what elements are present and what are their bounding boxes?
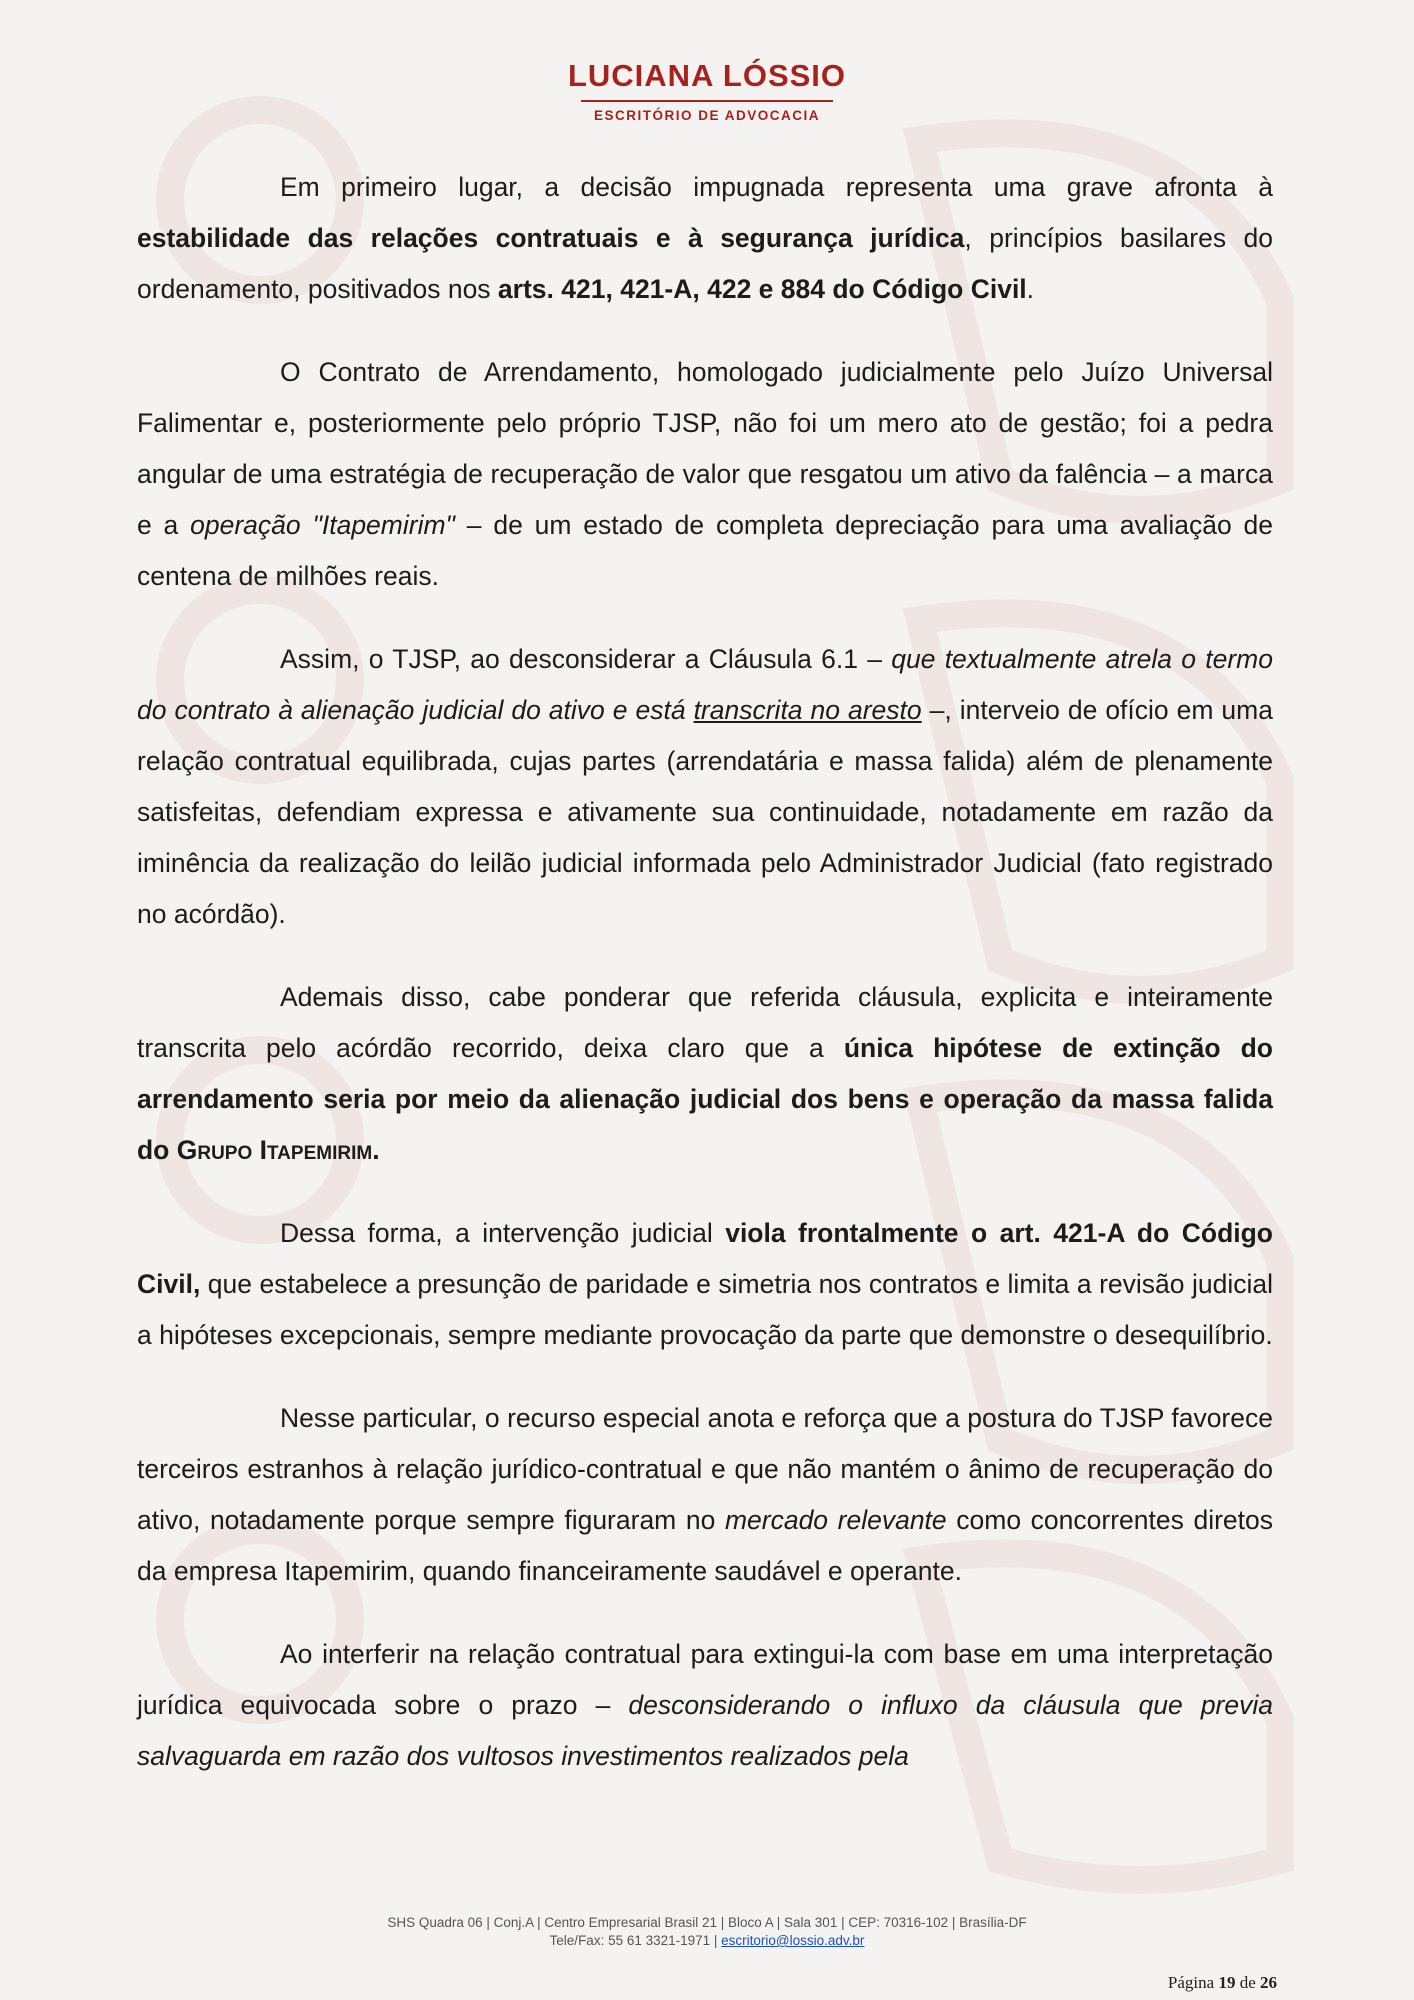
bold-smallcaps-text: Grupo Itapemirim	[176, 1135, 373, 1165]
paragraph-3	[137, 634, 1273, 940]
italic-text: que textualmente atrela o termo do contrato à alienação judicial do ativo e está	[137, 644, 1273, 725]
paragraph-1	[137, 162, 1273, 315]
paragraph-text: , princípios basilares do ordenamento, positivados nos	[137, 223, 1273, 304]
firm-name: LUCIANA LÓSSIO	[567, 58, 847, 93]
paragraph-text: que estabelece a presunção de paridade e simetria nos contratos e limita a revisão judicial a hipóteses excepcionais, sempre mediante provocação da parte que demonstre o desequilíbrio.	[137, 1269, 1273, 1350]
page-number-total: 26	[1260, 1973, 1277, 1992]
paragraph-text: – de um estado de completa depreciação para uma avaliação de centena de milhões reais.	[137, 510, 1273, 591]
page-number-of: de	[1239, 1973, 1256, 1992]
paragraph-2	[137, 347, 1273, 602]
paragraph-text: Ao interferir na relação contratual para extingui-la com base em uma interpretação jurídica equivocada sobre o prazo –	[137, 1639, 1273, 1720]
paragraph-text: Nesse particular, o recurso especial anota e reforça que a postura do TJSP favorece terceiros estranhos à relação jurídico-contratual e que não mantém o ânimo de recuperação do ativo, notadamente porque sempre figuraram no	[137, 1403, 1273, 1535]
paragraph-text: Em primeiro lugar, a decisão impugnada representa uma grave afronta à	[280, 172, 1273, 202]
letterhead	[0, 58, 1414, 123]
paragraph-text: .	[1026, 274, 1035, 304]
footer	[0, 1914, 1414, 1950]
bold-text: arts. 421, 421-A, 422 e 884 do Código Civil	[497, 274, 1027, 304]
footer-phone: Tele/Fax: 55 61 3321-1971 |	[549, 1933, 722, 1948]
paragraph-text: O Contrato de Arrendamento, homologado judicialmente pelo Juízo Universal Falimentar e, posteriormente pelo próprio TJSP, não foi um mero ato de gestão; foi a pedra angular de uma estratégia de recuperação de valor que resgatou um ativo da falência – a marca e a	[137, 357, 1273, 540]
paragraph-5	[137, 1208, 1273, 1361]
paragraph-text: Assim, o TJSP, ao desconsiderar a Cláusula 6.1 –	[280, 644, 892, 674]
paragraph-text: Dessa forma, a intervenção judicial	[280, 1218, 726, 1248]
footer-email-link[interactable]: escritorio@lossio.adv.br	[721, 1933, 865, 1948]
footer-address: SHS Quadra 06 | Conj.A | Centro Empresarial Brasil 21 | Bloco A | Sala 301 | CEP: 70316-102 | Brasília-DF	[387, 1915, 1027, 1930]
page-number-current: 19	[1218, 1973, 1236, 1992]
italic-text: desconsiderando o influxo da cláusula que previa salvaguarda em razão dos vultosos investimentos realizados pela	[137, 1690, 1273, 1771]
document-body	[137, 162, 1273, 1782]
bold-text: estabilidade das relações contratuais e à segurança jurídica	[137, 223, 965, 253]
letterhead-divider	[581, 100, 833, 102]
italic-text: mercado relevante	[724, 1505, 947, 1535]
paragraph-text: –, interveio de ofício em uma relação contratual equilibrada, cujas partes (arrendatária e massa falida) além de plenamente satisfeitas, defendiam expressa e ativamente sua continuidade, notadamente em razão da iminência da realização do leilão judicial informada pelo Administrador Judicial (fato registrado no acórdão).	[137, 695, 1273, 929]
paragraph-7	[137, 1629, 1273, 1782]
italic-underlined-text: transcrita no aresto	[693, 695, 922, 725]
firm-subtitle: ESCRITÓRIO DE ADVOCACIA	[593, 108, 820, 123]
page-number-label: Página	[1167, 1973, 1215, 1992]
paragraph-6	[137, 1393, 1273, 1597]
footer-contact	[0, 1932, 1414, 1950]
paragraph-4	[137, 972, 1273, 1176]
bold-text: .	[372, 1135, 380, 1165]
page-number	[1168, 1973, 1277, 1993]
paragraph-text: como concorrentes diretos da empresa Itapemirim, quando financeiramente saudável e operante.	[137, 1505, 1273, 1586]
bold-text: viola frontalmente o art. 421-A do Código Civil,	[137, 1218, 1273, 1299]
paragraph-text: Ademais disso, cabe ponderar que referida cláusula, explicita e inteiramente transcrita pelo acórdão recorrido, deixa claro que a	[137, 982, 1273, 1063]
bold-text: única hipótese de extinção do arrendamento seria por meio da alienação judicial dos bens e operação da massa falida do	[137, 1033, 1273, 1165]
italic-text: operação "Itapemirim"	[190, 510, 455, 540]
